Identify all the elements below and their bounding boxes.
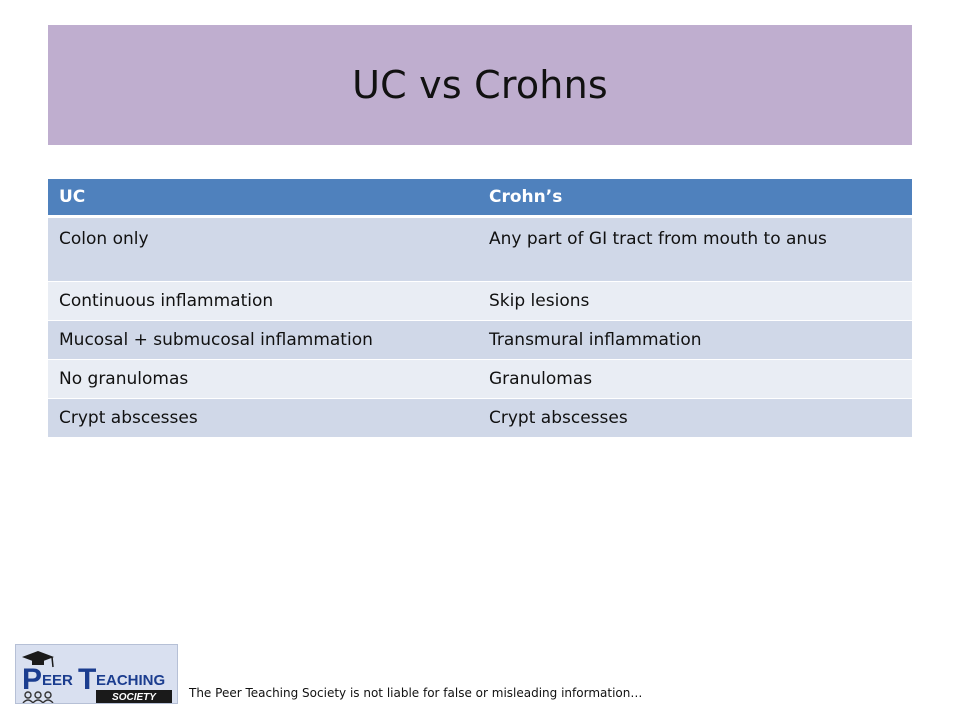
svg-text:EACHING: EACHING: [96, 672, 166, 689]
table-header-row: [48, 179, 912, 217]
table-cell: Crypt abscesses: [48, 399, 478, 438]
table-cell: Colon only: [48, 217, 478, 282]
peer-teaching-society-logo: [15, 644, 178, 704]
table-cell: Continuous inflammation: [48, 282, 478, 321]
title-banner: [48, 25, 912, 145]
svg-text:SOCIETY: SOCIETY: [112, 692, 156, 703]
disclaimer-text: The Peer Teaching Society is not liable for false or misleading information…: [189, 686, 643, 700]
table-row: [48, 282, 912, 321]
table-row: [48, 360, 912, 399]
svg-text:P: P: [22, 663, 43, 696]
table-row: [48, 321, 912, 360]
table-cell: No granulomas: [48, 360, 478, 399]
table-row: [48, 399, 912, 438]
column-header-crohns: Crohn’s: [478, 179, 912, 217]
svg-text:T: T: [78, 663, 97, 696]
table-cell: Mucosal + submucosal inflammation: [48, 321, 478, 360]
table-cell: Skip lesions: [478, 282, 912, 321]
footer: [15, 644, 642, 704]
table-cell: Crypt abscesses: [478, 399, 912, 438]
comparison-table: [48, 178, 912, 438]
table-cell: Transmural inflammation: [478, 321, 912, 360]
slide-title: UC vs Crohns: [352, 63, 608, 107]
table-cell: Granulomas: [478, 360, 912, 399]
table-cell: Any part of GI tract from mouth to anus: [478, 217, 912, 282]
table-row: [48, 217, 912, 282]
column-header-uc: UC: [48, 179, 478, 217]
svg-text:EER: EER: [42, 672, 73, 689]
